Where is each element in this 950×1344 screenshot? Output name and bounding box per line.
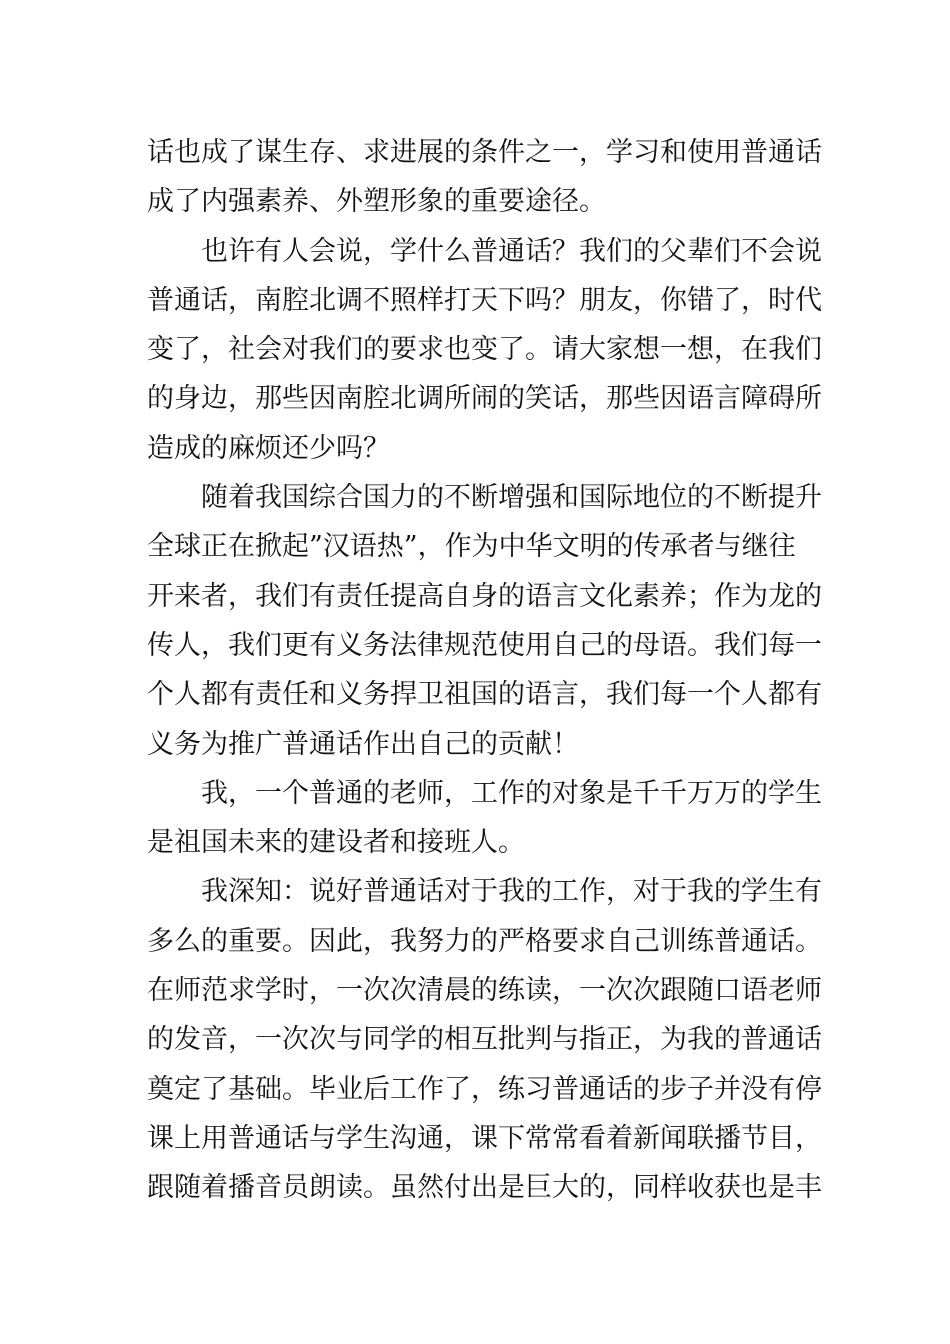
- text-line: 成了内强素养、外塑形象的重要途径。: [147, 186, 606, 218]
- text-line: 开来者，我们有责任提高自身的语言文化素养；作为龙的: [147, 580, 822, 612]
- paragraph: [147, 867, 822, 1212]
- text-line: 是祖国未来的建设者和接班人。: [147, 827, 525, 859]
- body-text: [147, 128, 822, 1213]
- paragraph: [147, 227, 822, 473]
- text-line: 义务为推广普通话作出自己的贡献！: [147, 728, 579, 760]
- text-line: 奠定了基础。毕业后工作了，练习普通话的步子并没有停: [147, 1073, 822, 1105]
- paragraph: [147, 128, 822, 227]
- text-line: 话也成了谋生存、求进展的条件之一，学习和使用普通话: [147, 137, 822, 168]
- text-line: 课上用普通话与学生沟通，课下常常看着新闻联播节目，: [147, 1122, 822, 1154]
- text-line: 在师范求学时，一次次清晨的练读，一次次跟随口语老师: [147, 975, 822, 1007]
- text-line: 全球正在掀起”汉语热”，作为中华文明的传承者与继往: [147, 531, 796, 563]
- text-line: 造成的麻烦还少吗？: [147, 432, 390, 464]
- text-line: 多么的重要。因此，我努力的严格要求自己训练普通话。: [147, 925, 822, 957]
- text-line: 也许有人会说，学什么普通话？我们的父辈们不会说: [201, 235, 822, 267]
- text-line: 跟随着播音员朗读。虽然付出是巨大的，同样收获也是丰: [147, 1172, 822, 1204]
- text-line: 的身边，那些因南腔北调所闹的笑话，那些因语言障碍所: [147, 383, 822, 415]
- text-line: 我深知：说好普通话对于我的工作，对于我的学生有: [201, 876, 822, 908]
- text-line: 普通话，南腔北调不照样打天下吗？朋友，你错了，时代: [147, 284, 822, 316]
- text-line: 我，一个普通的老师，工作的对象是千千万万的学生: [201, 777, 822, 809]
- text-line: 随着我国综合国力的不断增强和国际地位的不断提升: [201, 482, 822, 514]
- text-line: 的发音，一次次与同学的相互批判与指正，为我的普通话: [147, 1024, 822, 1056]
- paragraph: [147, 769, 822, 868]
- text-line: 变了，社会对我们的要求也变了。请大家想一想，在我们: [147, 334, 822, 366]
- paragraph: [147, 473, 822, 769]
- text-line: 传人，我们更有义务法律规范使用自己的母语。我们每一: [147, 629, 822, 661]
- text-line: 个人都有责任和义务捍卫祖国的语言，我们每一个人都有: [147, 679, 822, 711]
